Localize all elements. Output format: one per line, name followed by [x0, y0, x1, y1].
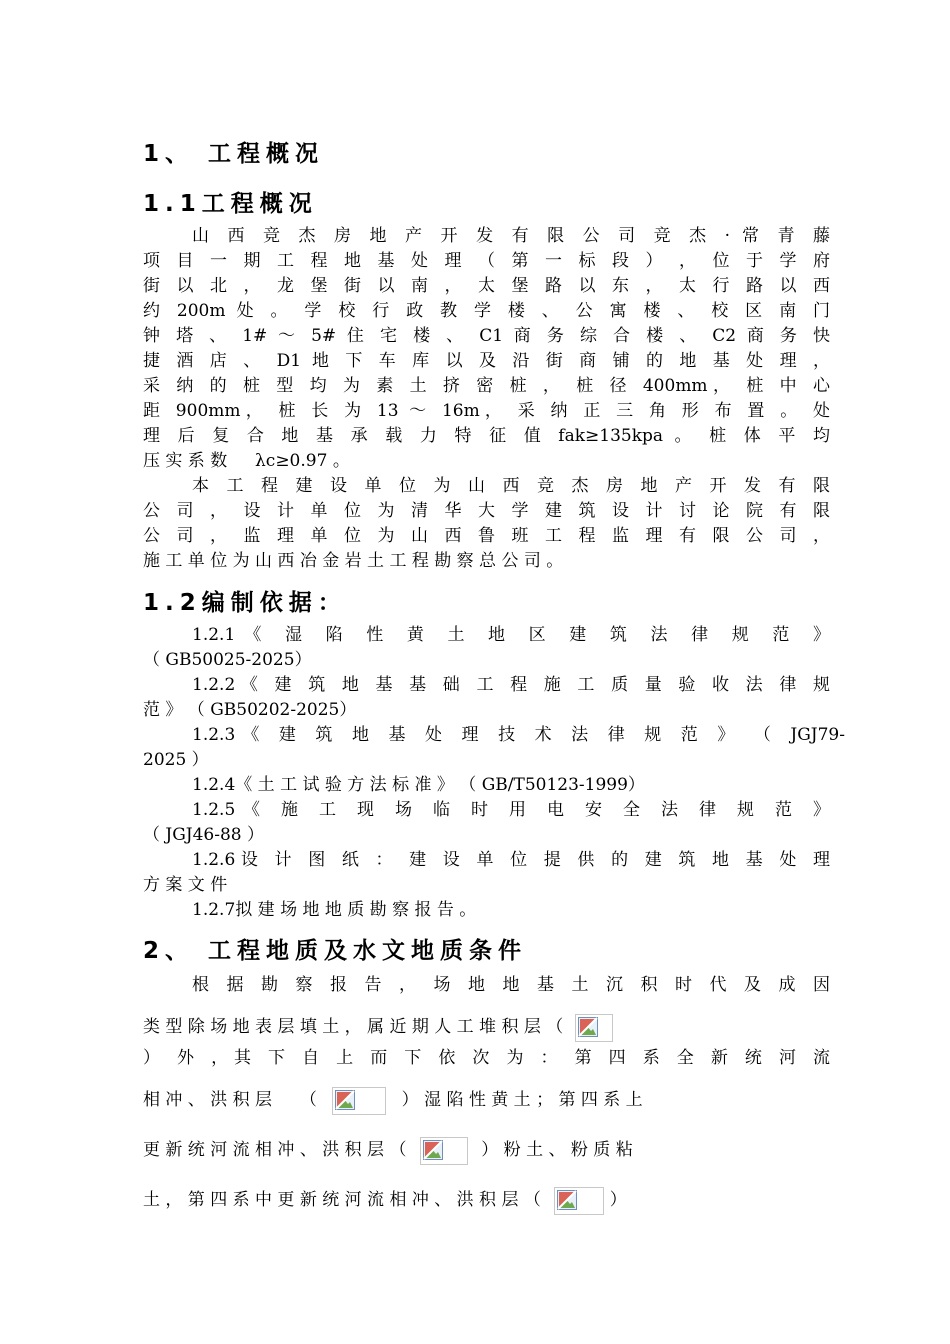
paragraph-line [143, 1135, 830, 1165]
reference-item: （ JGJ46-88 ） [143, 825, 265, 845]
paragraph-text: ） 粉 土 、 粉 质 粘 [481, 1140, 633, 1160]
paragraph-text: ） [609, 1190, 627, 1210]
reference-item: 1.2.4《 土 工 试 验 方 法 标 准 》 （ GB/T50123-1999） [192, 775, 645, 795]
paragraph-text: 土 ， 第 四 系 中 更 新 统 河 流 相 冲 、 洪 积 层 （ [143, 1190, 541, 1210]
paragraph-line: 本 工 程 建 设 单 位 为 山 西 竞 杰 房 地 产 开 发 有 限 [192, 476, 830, 496]
reference-item: 1.2.7拟 建 场 地 地 质 勘 察 报 告 。 [192, 900, 477, 920]
reference-item: 2025 ） [143, 750, 209, 770]
paragraph-line: 约 200m 处 。 学 校 行 政 教 学 楼 、 公 寓 楼 、 校 区 南 门 [143, 301, 830, 321]
paragraph-line [143, 1012, 843, 1042]
paragraph-line: 项 目 一 期 工 程 地 基 处 理 （ 第 一 标 段 ） ， 位 于 学 府 [143, 251, 830, 271]
paragraph-line: 施 工 单 位 为 山 西 冶 金 岩 土 工 程 勘 察 总 公 司 。 [143, 551, 564, 571]
section-2-heading: 2、 工程地质及水文地质条件 [143, 938, 528, 964]
reference-item: 1.2.2《 建 筑 地 基 基 础 工 程 施 工 质 量 验 收 法 律 规 [192, 675, 830, 695]
paragraph-line: 山 西 竞 杰 房 地 产 开 发 有 限 公 司 竞 杰 · 常 青 藤 [192, 226, 830, 246]
paragraph-line [143, 1185, 830, 1215]
reference-item: 方 案 文 件 [143, 875, 228, 895]
reference-item: 1.2.1《 湿 陷 性 黄 土 地 区 建 筑 法 律 规 范 》 [192, 625, 830, 645]
paragraph-line [143, 1085, 830, 1115]
paragraph-text: 更 新 统 河 流 相 冲 、 洪 积 层 （ [143, 1140, 407, 1160]
paragraph-text: 相 冲 、 洪 积 层 （ [143, 1090, 317, 1110]
reference-item: 1.2.6设 计 图 纸 ： 建 设 单 位 提 供 的 建 筑 地 基 处 理 [192, 850, 830, 870]
broken-image-icon [332, 1087, 386, 1115]
reference-item: 1.2.5《 施 工 现 场 临 时 用 电 安 全 法 律 规 范 》 [192, 800, 830, 820]
paragraph-line: 公 司 ， 监 理 单 位 为 山 西 鲁 班 工 程 监 理 有 限 公 司 ， [143, 526, 830, 546]
paragraph-line: 采 纳 的 桩 型 均 为 素 土 挤 密 桩 ， 桩 径 400mm， 桩 中 心 [143, 376, 830, 396]
paragraph-line: 理 后 复 合 地 基 承 载 力 特 征 值 fak≥135kpa 。 桩 体 平 均 [143, 426, 830, 446]
paragraph-line: 根 据 勘 察 报 告 ， 场 地 地 基 土 沉 积 时 代 及 成 因 [192, 975, 830, 995]
paragraph-line: 公 司 ， 设 计 单 位 为 清 华 大 学 建 筑 设 计 讨 论 院 有 限 [143, 501, 830, 521]
paragraph-line: ） 外 ，其 下 自 上 而 下 依 次 为 ： 第 四 系 全 新 统 河 流 [143, 1048, 830, 1068]
reference-item: 1.2.3《 建 筑 地 基 处 理 技 术 法 律 规 范 》 （ JGJ79- [192, 725, 845, 745]
paragraph-line: 压 实 系 数 λc≥0.97 。 [143, 451, 350, 471]
section-1-heading: 1、 工程概况 [143, 141, 325, 167]
broken-image-icon [554, 1187, 604, 1215]
paragraph-text: 类 型 除 场 地 表 层 填 土 ， 属 近 期 人 工 堆 积 层 （ [143, 1017, 564, 1037]
reference-item: （ GB50025-2025） [143, 650, 312, 670]
broken-image-icon [420, 1137, 468, 1165]
paragraph-line: 距 900mm， 桩 长 为 13 ～ 16m， 采 纳 正 三 角 形 布 置 。 处 [143, 401, 830, 421]
broken-image-icon [575, 1014, 613, 1042]
paragraph-line: 街 以 北 ， 龙 堡 街 以 南 ， 太 堡 路 以 东 ， 太 行 路 以 西 [143, 276, 830, 296]
paragraph-line: 钟 塔 、 1# ～ 5# 住 宅 楼 、 C1 商 务 综 合 楼 、 C2 商 务 快 [143, 326, 830, 346]
section-1-2-heading: 1.2编制依据： [143, 590, 347, 616]
reference-item: 范 》 （ GB50202-2025） [143, 700, 357, 720]
section-1-1-heading: 1.1工程概况 [143, 191, 318, 217]
paragraph-line: 捷 酒 店 、 D1 地 下 车 库 以 及 沿 街 商 铺 的 地 基 处 理 ， [143, 351, 830, 371]
paragraph-text: ） 湿 陷 性 黄 土 ； 第 四 系 上 [401, 1090, 643, 1110]
